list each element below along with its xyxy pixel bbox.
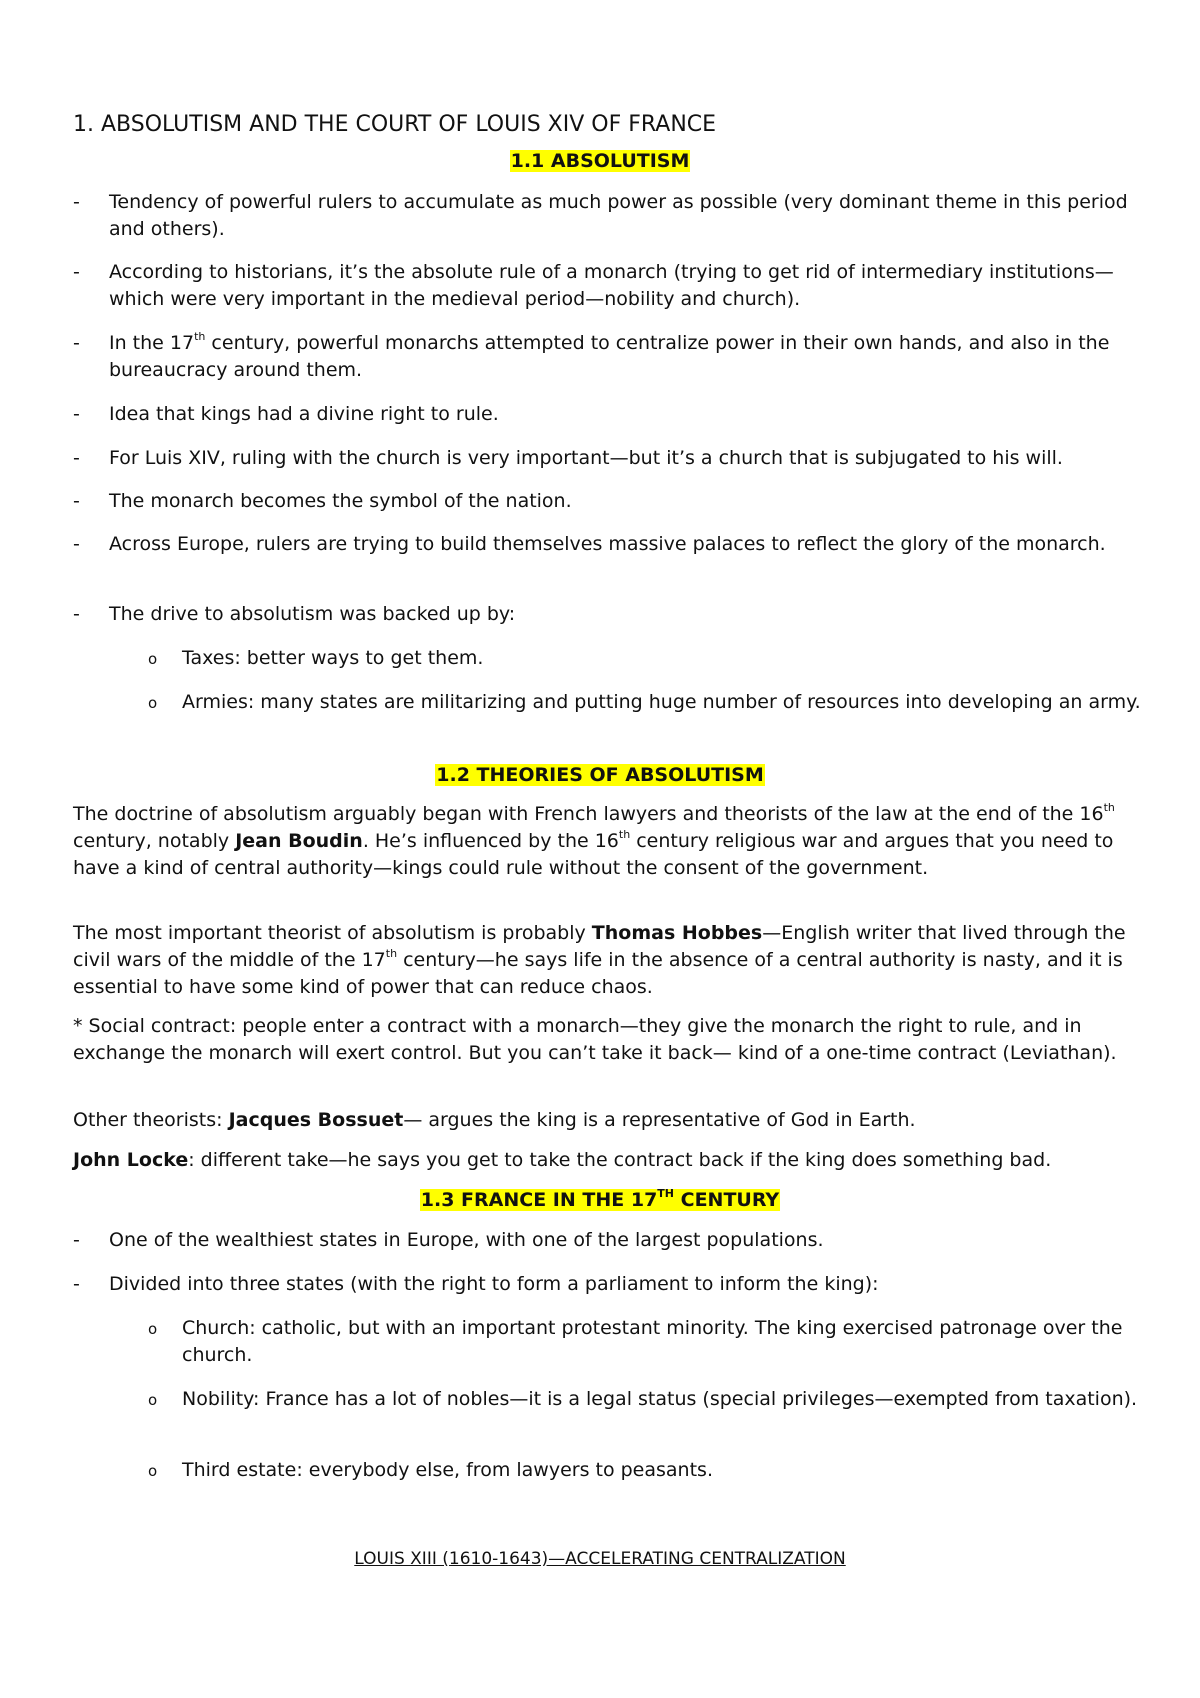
sub-bullet-marker: o [148, 1320, 158, 1338]
sub-bullet-marker: o [148, 694, 158, 712]
bullet-item: In the 17th century, powerful monarchs attempted to centralize power in their own hands, and also in the bureaucracy around them. [109, 329, 1110, 381]
bullet-dash: - [73, 332, 80, 354]
subsection-heading: LOUIS XIII (1610-1643)—ACCELERATING CENTRALIZATION [354, 1549, 846, 1569]
paragraph: Other theorists: Jacques Bossuet— argues the king is a representative of God in Earth. [73, 1109, 916, 1131]
bullet-dash: - [73, 1273, 80, 1295]
heading-highlight: 1.2 THEORIES OF ABSOLUTISM [436, 764, 764, 786]
bullet-dash: - [73, 447, 80, 469]
sub-bullet-item: Church: catholic, but with an important protestant minority. The king exercised patronage over the church. [182, 1317, 1123, 1366]
paragraph: The doctrine of absolutism arguably began with French lawyers and theorists of the law at the end of the 16th century, notably Jean Boudin. He’s influenced by the 16th century religious war and argues that you need to have a kind of central authority—kings could rule without the consent of the government. [73, 800, 1115, 879]
bullet-item: One of the wealthiest states in Europe, with one of the largest populations. [109, 1229, 824, 1251]
bullet-item: For Luis XIV, ruling with the church is very important—but it’s a church that is subjugated to his will. [109, 447, 1063, 469]
bullet-item: According to historians, it’s the absolute rule of a monarch (trying to get rid of intermediary institutions—which were very important in the medieval period—nobility and church). [109, 261, 1114, 310]
bullet-dash: - [73, 490, 80, 512]
sub-bullet-marker: o [148, 1462, 158, 1480]
bullet-dash: - [73, 261, 80, 283]
bullet-dash: - [73, 191, 80, 213]
paragraph: * Social contract: people enter a contract with a monarch—they give the monarch the right to rule, and in exchange the monarch will exert control. But you can’t take it back— kind of a one-time contract (Leviathan). [73, 1015, 1117, 1064]
bullet-item: Across Europe, rulers are trying to build themselves massive palaces to reflect the glory of the monarch. [109, 533, 1106, 555]
heading-highlight: 1.1 ABSOLUTISM [510, 150, 690, 172]
section-heading-france [0, 1186, 1200, 1211]
document-title: 1. ABSOLUTISM AND THE COURT OF LOUIS XIV OF FRANCE [73, 112, 717, 137]
bullet-item: Divided into three states (with the right to form a parliament to inform the king): [109, 1273, 879, 1295]
bullet-item: Idea that kings had a divine right to rule. [109, 403, 499, 425]
sub-bullet-marker: o [148, 650, 158, 668]
section-heading-absolutism [0, 150, 1200, 172]
bullet-dash: - [73, 533, 80, 555]
sub-bullet-item: Nobility: France has a lot of nobles—it is a legal status (special privileges—exempted from taxation). [182, 1388, 1138, 1410]
bullet-dash: - [73, 1229, 80, 1251]
heading-highlight: 1.3 FRANCE IN THE 17TH CENTURY [420, 1186, 780, 1211]
bullet-dash: - [73, 603, 80, 625]
sub-bullet-item: Armies: many states are militarizing and putting huge number of resources into developing an army. [182, 691, 1141, 713]
sub-bullet-item: Taxes: better ways to get them. [182, 647, 484, 669]
bullet-item: The drive to absolutism was backed up by: [109, 603, 516, 625]
paragraph: The most important theorist of absolutism is probably Thomas Hobbes—English writer that lived through the civil wars of the middle of the 17th century—he says life in the absence of a central authority is nasty, and it is essential to have some kind of power that can reduce chaos. [73, 922, 1126, 998]
sub-bullet-item: Third estate: everybody else, from lawyers to peasants. [182, 1459, 713, 1481]
sub-bullet-marker: o [148, 1391, 158, 1409]
section-heading-theories [0, 764, 1200, 786]
bullet-item: The monarch becomes the symbol of the nation. [109, 490, 572, 512]
paragraph: John Locke: different take—he says you get to take the contract back if the king does something bad. [73, 1149, 1052, 1171]
bullet-dash: - [73, 403, 80, 425]
bullet-item: Tendency of powerful rulers to accumulate as much power as possible (very dominant theme in this period and others). [109, 191, 1128, 240]
